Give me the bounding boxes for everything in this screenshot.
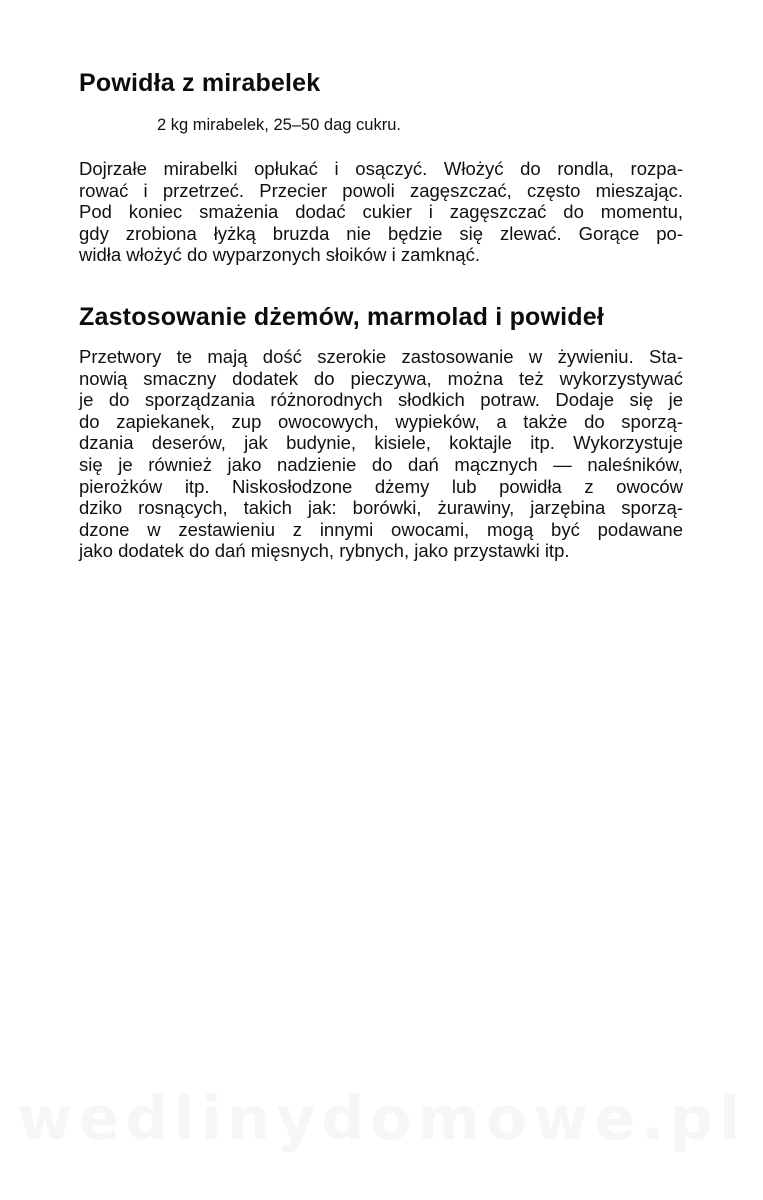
text-line: dzone w zestawieniu z innymi owocami, mogą być podawane	[79, 518, 683, 540]
text-line: dzania deserów, jak budynie, kisiele, koktajle itp. Wykorzystuje	[79, 432, 683, 454]
text-line: Pod koniec smażenia dodać cukier i zagęszczać do momentu,	[79, 201, 683, 223]
recipe-title: Powidła z mirabelek	[79, 69, 321, 97]
section-body	[79, 346, 683, 562]
watermark: wedlinydomowe.pl	[17, 1084, 746, 1154]
text-line: Przetwory te mają dość szerokie zastosowanie w żywieniu. Sta-	[79, 346, 683, 367]
text-line: dziko rosnących, takich jak: borówki, żurawiny, jarzębina sporzą-	[79, 497, 683, 519]
recipe-instructions	[79, 158, 683, 266]
text-line: rować i przetrzeć. Przecier powoli zagęszczać, często mieszając.	[79, 179, 683, 201]
text-line: je do sporządzania różnorodnych słodkich potraw. Dodaje się je	[79, 389, 683, 411]
text-line: jako dodatek do dań mięsnych, rybnych, jako przystawki itp.	[79, 540, 570, 562]
text-line: się je również jako nadzienie do dań mącznych — naleśników,	[79, 453, 683, 475]
text-line: do zapiekanek, zup owocowych, wypieków, a także do sporzą-	[79, 410, 683, 432]
text-line: gdy zrobiona łyżką bruzda nie będzie się zlewać. Gorące po-	[79, 222, 683, 244]
text-line: widła włożyć do wyparzonych słoików i zamknąć.	[79, 244, 480, 266]
text-line: Dojrzałe mirabelki opłukać i osączyć. Włożyć do rondla, rozpa-	[79, 158, 683, 179]
section-title: Zastosowanie dżemów, marmolad i powideł	[79, 303, 605, 331]
text-line: pierożków itp. Niskosłodzone dżemy lub powidła z owoców	[79, 475, 683, 497]
ingredients-line: 2 kg mirabelek, 25–50 dag cukru.	[157, 116, 401, 134]
text-line: nowią smaczny dodatek do pieczywa, można też wykorzystywać	[79, 367, 683, 389]
